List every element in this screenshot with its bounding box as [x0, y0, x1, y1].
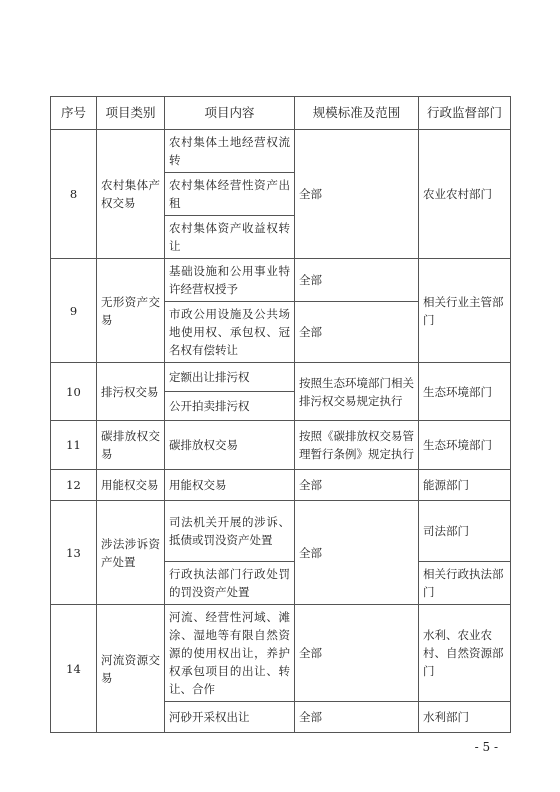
table-row — [51, 421, 511, 470]
row-content: 河砂开采权出让 — [165, 702, 295, 733]
row-dept: 能源部门 — [419, 470, 511, 501]
row-dept: 司法部门 — [419, 501, 511, 562]
header-dept: 行政监督部门 — [419, 97, 511, 130]
row-content: 农村集体土地经营权流转 — [165, 130, 295, 173]
row-scope: 全部 — [295, 605, 419, 702]
row-scope: 全部 — [295, 702, 419, 733]
row-content: 农村集体资产收益权转让 — [165, 216, 295, 259]
row-category: 河流资源交易 — [97, 605, 165, 733]
table-row — [51, 501, 511, 562]
row-category: 碳排放权交易 — [97, 421, 165, 470]
row-dept: 生态环境部门 — [419, 421, 511, 470]
row-content: 司法机关开展的涉诉、抵债或罚没资产处置 — [165, 501, 295, 562]
row-dept: 农业农村部门 — [419, 130, 511, 259]
row-content: 碳排放权交易 — [165, 421, 295, 470]
table-row — [51, 130, 511, 173]
row-content: 定额出让排污权 — [165, 363, 295, 392]
row-scope: 全部 — [295, 302, 419, 363]
row-dept: 水利部门 — [419, 702, 511, 733]
row-number: 8 — [51, 130, 97, 259]
page-number: - 5 - — [474, 740, 498, 754]
row-scope: 按照《碳排放权交易管理暂行条例》规定执行 — [295, 421, 419, 470]
row-number: 14 — [51, 605, 97, 733]
row-category: 用能权交易 — [97, 470, 165, 501]
row-number: 12 — [51, 470, 97, 501]
row-scope: 全部 — [295, 130, 419, 259]
row-content: 基础设施和公用事业特许经营权授予 — [165, 259, 295, 302]
row-scope: 全部 — [295, 259, 419, 302]
row-dept: 相关行业主管部门 — [419, 259, 511, 363]
row-category: 无形资产交易 — [97, 259, 165, 363]
row-scope: 全部 — [295, 501, 419, 605]
row-content: 行政执法部门行政处罚的罚没资产处置 — [165, 562, 295, 605]
header-scope: 规模标准及范围 — [295, 97, 419, 130]
row-number: 10 — [51, 363, 97, 421]
row-number: 13 — [51, 501, 97, 605]
row-content: 公开拍卖排污权 — [165, 392, 295, 421]
row-content: 农村集体经营性资产出租 — [165, 173, 295, 216]
project-table — [50, 96, 511, 733]
row-number: 11 — [51, 421, 97, 470]
row-scope: 按照生态环境部门相关排污权交易规定执行 — [295, 363, 419, 421]
table-row — [51, 259, 511, 302]
row-number: 9 — [51, 259, 97, 363]
row-dept: 水利、农业农村、自然资源部门 — [419, 605, 511, 702]
table-row — [51, 363, 511, 392]
table-row — [51, 605, 511, 702]
header-category: 项目类别 — [97, 97, 165, 130]
row-category: 涉法涉诉资产处置 — [97, 501, 165, 605]
row-content: 河流、经营性河域、滩涂、湿地等有限自然资源的使用权出让，养护权承包项目的出让、转让、合作 — [165, 605, 295, 702]
header-content: 项目内容 — [165, 97, 295, 130]
row-dept: 相关行政执法部门 — [419, 562, 511, 605]
table-row — [51, 470, 511, 501]
row-content: 市政公用设施及公共场地使用权、承包权、冠名权有偿转让 — [165, 302, 295, 363]
header-seq: 序号 — [51, 97, 97, 130]
header-row — [51, 97, 511, 130]
row-category: 排污权交易 — [97, 363, 165, 421]
row-content: 用能权交易 — [165, 470, 295, 501]
row-dept: 生态环境部门 — [419, 363, 511, 421]
row-category: 农村集体产权交易 — [97, 130, 165, 259]
row-scope: 全部 — [295, 470, 419, 501]
